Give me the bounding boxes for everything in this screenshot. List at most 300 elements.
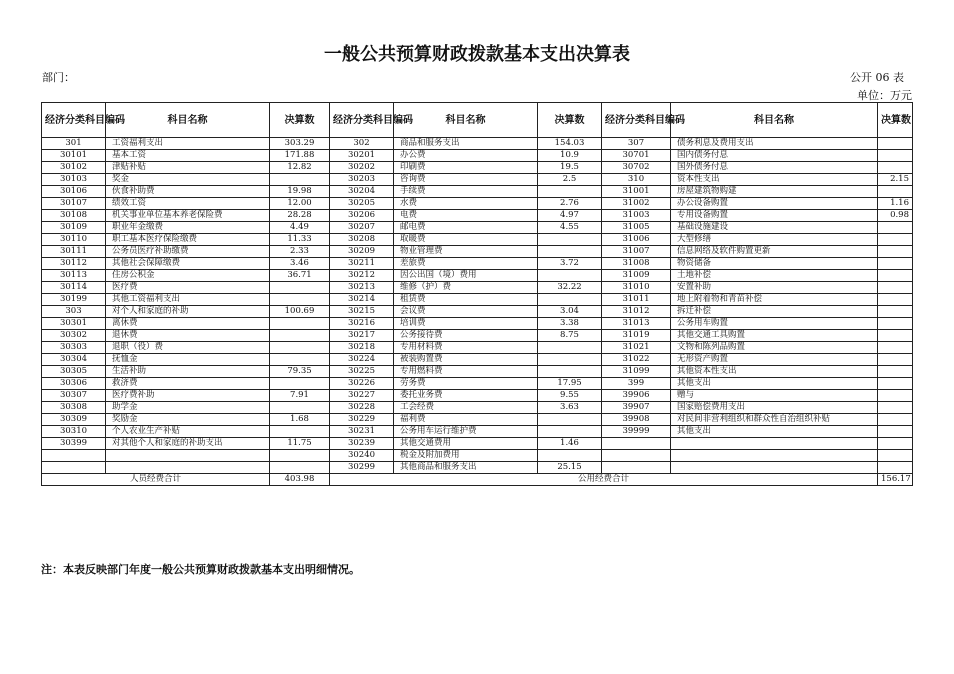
econ-code-cell <box>602 450 671 462</box>
table-row <box>42 462 913 474</box>
amount-cell <box>270 330 330 342</box>
econ-code-cell: 30399 <box>42 438 106 450</box>
item-name-cell: 因公出国（境）费用 <box>394 270 538 282</box>
header-code: 经济分类科目编码 <box>602 103 671 138</box>
item-name-cell: 绩效工资 <box>106 198 270 210</box>
amount-cell <box>538 234 602 246</box>
amount-cell <box>878 462 913 474</box>
amount-cell: 2.33 <box>270 246 330 258</box>
amount-cell <box>270 426 330 438</box>
table-body <box>42 138 913 474</box>
econ-code-cell: 30702 <box>602 162 671 174</box>
econ-code-cell: 30205 <box>330 198 394 210</box>
table-row <box>42 438 913 450</box>
econ-code-cell: 31099 <box>602 366 671 378</box>
amount-cell <box>878 438 913 450</box>
table-row <box>42 138 913 150</box>
expenditure-table <box>41 102 913 486</box>
table-row <box>42 282 913 294</box>
econ-code-cell: 30226 <box>330 378 394 390</box>
amount-cell: 171.88 <box>270 150 330 162</box>
header-amount: 决算数 <box>878 103 913 138</box>
econ-code-cell: 30302 <box>42 330 106 342</box>
item-name-cell: 办公设备购置 <box>671 198 878 210</box>
item-name-cell: 救济费 <box>106 378 270 390</box>
econ-code-cell: 307 <box>602 138 671 150</box>
item-name-cell: 奖金 <box>106 174 270 186</box>
amount-cell <box>878 162 913 174</box>
item-name-cell: 退职（役）费 <box>106 342 270 354</box>
econ-code-cell: 30202 <box>330 162 394 174</box>
item-name-cell: 印刷费 <box>394 162 538 174</box>
personnel-total-value: 403.98 <box>270 474 330 486</box>
totals-row <box>42 474 913 486</box>
table-row <box>42 318 913 330</box>
econ-code-cell: 30203 <box>330 174 394 186</box>
amount-cell: 12.82 <box>270 162 330 174</box>
item-name-cell: 国外债务付息 <box>671 162 878 174</box>
item-name-cell: 工会经费 <box>394 402 538 414</box>
econ-code-cell: 30112 <box>42 258 106 270</box>
item-name-cell: 个人农业生产补贴 <box>106 426 270 438</box>
amount-cell <box>538 414 602 426</box>
amount-cell: 2.15 <box>878 174 913 186</box>
econ-code-cell: 30206 <box>330 210 394 222</box>
amount-cell: 1.16 <box>878 198 913 210</box>
amount-cell <box>878 186 913 198</box>
amount-cell: 1.46 <box>538 438 602 450</box>
header-name: 科目名称 <box>394 103 538 138</box>
econ-code-cell: 30225 <box>330 366 394 378</box>
amount-cell: 12.00 <box>270 198 330 210</box>
econ-code-cell: 30114 <box>42 282 106 294</box>
amount-cell: 154.03 <box>538 138 602 150</box>
item-name-cell: 租赁费 <box>394 294 538 306</box>
item-name-cell: 住房公积金 <box>106 270 270 282</box>
item-name-cell: 医疗费补助 <box>106 390 270 402</box>
item-name-cell: 税金及附加费用 <box>394 450 538 462</box>
table-row <box>42 234 913 246</box>
econ-code-cell: 30308 <box>42 402 106 414</box>
amount-cell: 7.91 <box>270 390 330 402</box>
econ-code-cell: 30306 <box>42 378 106 390</box>
table-row <box>42 162 913 174</box>
amount-cell <box>538 342 602 354</box>
amount-cell <box>878 402 913 414</box>
econ-code-cell: 30239 <box>330 438 394 450</box>
amount-cell <box>270 354 330 366</box>
amount-cell: 32.22 <box>538 282 602 294</box>
amount-cell <box>878 354 913 366</box>
item-name-cell: 工资福利支出 <box>106 138 270 150</box>
item-name-cell: 电费 <box>394 210 538 222</box>
header-name: 科目名称 <box>106 103 270 138</box>
item-name-cell: 大型修缮 <box>671 234 878 246</box>
amount-cell: 19.5 <box>538 162 602 174</box>
item-name-cell: 手续费 <box>394 186 538 198</box>
econ-code-cell: 30309 <box>42 414 106 426</box>
item-name-cell <box>671 450 878 462</box>
item-name-cell: 职工基本医疗保险缴费 <box>106 234 270 246</box>
item-name-cell: 医疗费 <box>106 282 270 294</box>
item-name-cell: 培训费 <box>394 318 538 330</box>
item-name-cell <box>671 438 878 450</box>
amount-cell: 0.98 <box>878 210 913 222</box>
amount-cell: 28.28 <box>270 210 330 222</box>
amount-cell <box>270 402 330 414</box>
amount-cell <box>270 294 330 306</box>
econ-code-cell: 30201 <box>330 150 394 162</box>
amount-cell <box>270 462 330 474</box>
item-name-cell: 拆迁补偿 <box>671 306 878 318</box>
econ-code-cell: 31022 <box>602 354 671 366</box>
item-name-cell <box>106 462 270 474</box>
econ-code-cell <box>602 438 671 450</box>
item-name-cell: 地上附着物和青苗补偿 <box>671 294 878 306</box>
item-name-cell: 对民间非营利组织和群众性自治组织补贴 <box>671 414 878 426</box>
econ-code-cell: 39999 <box>602 426 671 438</box>
item-name-cell: 退休费 <box>106 330 270 342</box>
econ-code-cell: 31012 <box>602 306 671 318</box>
econ-code-cell: 31019 <box>602 330 671 342</box>
item-name-cell: 房屋建筑物购建 <box>671 186 878 198</box>
econ-code-cell: 30304 <box>42 354 106 366</box>
econ-code-cell: 30111 <box>42 246 106 258</box>
table-row <box>42 342 913 354</box>
public-total-value: 156.17 <box>878 474 913 486</box>
header-code: 经济分类科目编码 <box>330 103 394 138</box>
header-code: 经济分类科目编码 <box>42 103 106 138</box>
econ-code-cell: 30207 <box>330 222 394 234</box>
econ-code-cell: 30299 <box>330 462 394 474</box>
amount-cell: 1.68 <box>270 414 330 426</box>
econ-code-cell: 30101 <box>42 150 106 162</box>
item-name-cell: 土地补偿 <box>671 270 878 282</box>
item-name-cell: 取暖费 <box>394 234 538 246</box>
amount-cell <box>538 426 602 438</box>
econ-code-cell: 31008 <box>602 258 671 270</box>
amount-cell <box>538 186 602 198</box>
amount-cell: 3.38 <box>538 318 602 330</box>
item-name-cell: 差旅费 <box>394 258 538 270</box>
item-name-cell: 专用燃料费 <box>394 366 538 378</box>
econ-code-cell: 301 <box>42 138 106 150</box>
amount-cell <box>270 378 330 390</box>
amount-cell <box>878 426 913 438</box>
table-row <box>42 150 913 162</box>
econ-code-cell: 30228 <box>330 402 394 414</box>
econ-code-cell: 30211 <box>330 258 394 270</box>
amount-cell <box>878 270 913 282</box>
item-name-cell: 其他支出 <box>671 378 878 390</box>
amount-cell <box>538 270 602 282</box>
econ-code-cell: 30113 <box>42 270 106 282</box>
econ-code-cell: 30106 <box>42 186 106 198</box>
econ-code-cell: 31021 <box>602 342 671 354</box>
item-name-cell: 安置补助 <box>671 282 878 294</box>
table-row <box>42 174 913 186</box>
item-name-cell: 对其他个人和家庭的补助支出 <box>106 438 270 450</box>
item-name-cell: 奖励金 <box>106 414 270 426</box>
econ-code-cell: 399 <box>602 378 671 390</box>
item-name-cell: 水费 <box>394 198 538 210</box>
amount-cell: 36.71 <box>270 270 330 282</box>
item-name-cell: 公务员医疗补助缴费 <box>106 246 270 258</box>
amount-cell <box>878 294 913 306</box>
econ-code-cell: 310 <box>602 174 671 186</box>
amount-cell <box>878 138 913 150</box>
table-row <box>42 426 913 438</box>
header-row <box>42 103 913 138</box>
item-name-cell: 其他社会保障缴费 <box>106 258 270 270</box>
item-name-cell: 生活补助 <box>106 366 270 378</box>
econ-code-cell: 39906 <box>602 390 671 402</box>
header-amount: 决算数 <box>538 103 602 138</box>
table-row <box>42 246 913 258</box>
amount-cell <box>878 150 913 162</box>
item-name-cell: 机关事业单位基本养老保险费 <box>106 210 270 222</box>
table-row <box>42 390 913 402</box>
header-amount: 决算数 <box>270 103 330 138</box>
item-name-cell: 其他工资福利支出 <box>106 294 270 306</box>
table-row <box>42 294 913 306</box>
econ-code-cell: 30240 <box>330 450 394 462</box>
item-name-cell: 文物和陈列品购置 <box>671 342 878 354</box>
amount-cell: 4.55 <box>538 222 602 234</box>
table-row <box>42 210 913 222</box>
amount-cell: 3.72 <box>538 258 602 270</box>
econ-code-cell: 30103 <box>42 174 106 186</box>
amount-cell <box>270 450 330 462</box>
item-name-cell: 办公费 <box>394 150 538 162</box>
econ-code-cell: 31002 <box>602 198 671 210</box>
amount-cell <box>538 294 602 306</box>
amount-cell: 4.49 <box>270 222 330 234</box>
econ-code-cell: 30110 <box>42 234 106 246</box>
item-name-cell: 国内债务付息 <box>671 150 878 162</box>
table-row <box>42 366 913 378</box>
department-label: 部门： <box>42 71 75 84</box>
item-name-cell: 公务用车运行维护费 <box>394 426 538 438</box>
amount-cell <box>878 234 913 246</box>
item-name-cell <box>671 462 878 474</box>
item-name-cell: 其他支出 <box>671 426 878 438</box>
econ-code-cell: 30218 <box>330 342 394 354</box>
table-row <box>42 186 913 198</box>
item-name-cell: 委托业务费 <box>394 390 538 402</box>
table-row <box>42 222 913 234</box>
item-name-cell: 劳务费 <box>394 378 538 390</box>
table-row <box>42 270 913 282</box>
item-name-cell: 物资储备 <box>671 258 878 270</box>
econ-code-cell: 30231 <box>330 426 394 438</box>
item-name-cell: 公务接待费 <box>394 330 538 342</box>
econ-code-cell <box>42 450 106 462</box>
amount-cell: 8.75 <box>538 330 602 342</box>
amount-cell: 2.5 <box>538 174 602 186</box>
econ-code-cell: 303 <box>42 306 106 318</box>
amount-cell <box>878 306 913 318</box>
amount-cell <box>270 174 330 186</box>
econ-code-cell: 30307 <box>42 390 106 402</box>
item-name-cell: 专用设备购置 <box>671 210 878 222</box>
econ-code-cell: 30209 <box>330 246 394 258</box>
amount-cell: 11.33 <box>270 234 330 246</box>
item-name-cell: 商品和服务支出 <box>394 138 538 150</box>
amount-cell: 3.63 <box>538 402 602 414</box>
econ-code-cell: 30204 <box>330 186 394 198</box>
amount-cell: 3.46 <box>270 258 330 270</box>
amount-cell <box>878 378 913 390</box>
econ-code-cell: 39908 <box>602 414 671 426</box>
amount-cell: 25.15 <box>538 462 602 474</box>
item-name-cell: 抚恤金 <box>106 354 270 366</box>
econ-code-cell: 30215 <box>330 306 394 318</box>
econ-code-cell: 30212 <box>330 270 394 282</box>
amount-cell: 10.9 <box>538 150 602 162</box>
econ-code-cell: 31005 <box>602 222 671 234</box>
item-name-cell: 职业年金缴费 <box>106 222 270 234</box>
item-name-cell: 会议费 <box>394 306 538 318</box>
econ-code-cell: 31013 <box>602 318 671 330</box>
amount-cell: 19.98 <box>270 186 330 198</box>
econ-code-cell <box>602 462 671 474</box>
amount-cell: 17.95 <box>538 378 602 390</box>
header-name: 科目名称 <box>671 103 878 138</box>
amount-cell <box>878 390 913 402</box>
item-name-cell <box>106 450 270 462</box>
econ-code-cell: 302 <box>330 138 394 150</box>
econ-code-cell: 30227 <box>330 390 394 402</box>
econ-code-cell: 30107 <box>42 198 106 210</box>
item-name-cell: 对个人和家庭的补助 <box>106 306 270 318</box>
econ-code-cell: 30213 <box>330 282 394 294</box>
item-name-cell: 其他交通费用 <box>394 438 538 450</box>
item-name-cell: 无形资产购置 <box>671 354 878 366</box>
econ-code-cell: 31010 <box>602 282 671 294</box>
table-row <box>42 330 913 342</box>
econ-code-cell: 30214 <box>330 294 394 306</box>
amount-cell <box>878 246 913 258</box>
econ-code-cell: 30701 <box>602 150 671 162</box>
public-total-label: 公用经费合计 <box>330 474 878 486</box>
item-name-cell: 物业管理费 <box>394 246 538 258</box>
table-row <box>42 378 913 390</box>
amount-cell <box>878 282 913 294</box>
econ-code-cell: 30217 <box>330 330 394 342</box>
item-name-cell: 国家赔偿费用支出 <box>671 402 878 414</box>
econ-code-cell: 30109 <box>42 222 106 234</box>
econ-code-cell: 30199 <box>42 294 106 306</box>
econ-code-cell: 30108 <box>42 210 106 222</box>
table-row <box>42 198 913 210</box>
item-name-cell: 离休费 <box>106 318 270 330</box>
econ-code-cell: 30229 <box>330 414 394 426</box>
item-name-cell: 资本性支出 <box>671 174 878 186</box>
item-name-cell: 其他商品和服务支出 <box>394 462 538 474</box>
table-row <box>42 402 913 414</box>
econ-code-cell: 31011 <box>602 294 671 306</box>
item-name-cell: 福利费 <box>394 414 538 426</box>
amount-cell <box>538 450 602 462</box>
amount-cell <box>538 246 602 258</box>
item-name-cell: 债务利息及费用支出 <box>671 138 878 150</box>
amount-cell <box>878 222 913 234</box>
item-name-cell: 公务用车购置 <box>671 318 878 330</box>
amount-cell <box>538 354 602 366</box>
table-row <box>42 414 913 426</box>
econ-code-cell: 30102 <box>42 162 106 174</box>
amount-cell: 2.76 <box>538 198 602 210</box>
econ-code-cell: 31006 <box>602 234 671 246</box>
amount-cell: 303.29 <box>270 138 330 150</box>
econ-code-cell: 30305 <box>42 366 106 378</box>
table-row <box>42 450 913 462</box>
amount-cell <box>538 366 602 378</box>
personnel-total-label: 人员经费合计 <box>42 474 270 486</box>
item-name-cell: 基础设施建设 <box>671 222 878 234</box>
amount-cell: 79.35 <box>270 366 330 378</box>
amount-cell <box>878 414 913 426</box>
table-row <box>42 258 913 270</box>
item-name-cell: 津贴补贴 <box>106 162 270 174</box>
econ-code-cell: 39907 <box>602 402 671 414</box>
econ-code-cell: 30303 <box>42 342 106 354</box>
amount-cell <box>878 330 913 342</box>
item-name-cell: 基本工资 <box>106 150 270 162</box>
econ-code-cell: 30208 <box>330 234 394 246</box>
amount-cell: 4.97 <box>538 210 602 222</box>
amount-cell <box>270 282 330 294</box>
amount-cell <box>878 366 913 378</box>
econ-code-cell: 30310 <box>42 426 106 438</box>
item-name-cell: 维修（护）费 <box>394 282 538 294</box>
table-number: 公开 06 表 <box>850 71 904 84</box>
footnote: 注：本表反映部门年度一般公共预算财政拨款基本支出明细情况。 <box>41 563 360 576</box>
econ-code-cell: 30216 <box>330 318 394 330</box>
item-name-cell: 邮电费 <box>394 222 538 234</box>
item-name-cell: 其他资本性支出 <box>671 366 878 378</box>
econ-code-cell: 30224 <box>330 354 394 366</box>
amount-cell: 3.04 <box>538 306 602 318</box>
econ-code-cell: 31007 <box>602 246 671 258</box>
amount-cell <box>878 258 913 270</box>
item-name-cell: 赠与 <box>671 390 878 402</box>
amount-cell <box>270 342 330 354</box>
item-name-cell: 助学金 <box>106 402 270 414</box>
amount-cell <box>878 318 913 330</box>
econ-code-cell: 30301 <box>42 318 106 330</box>
econ-code-cell <box>42 462 106 474</box>
item-name-cell: 咨询费 <box>394 174 538 186</box>
amount-cell <box>878 342 913 354</box>
item-name-cell: 信息网络及软件购置更新 <box>671 246 878 258</box>
unit-label: 单位：万元 <box>857 89 912 102</box>
table-row <box>42 306 913 318</box>
item-name-cell: 被装购置费 <box>394 354 538 366</box>
page-title: 一般公共预算财政拨款基本支出决算表 <box>324 44 630 65</box>
econ-code-cell: 31001 <box>602 186 671 198</box>
amount-cell: 9.55 <box>538 390 602 402</box>
item-name-cell: 专用材料费 <box>394 342 538 354</box>
item-name-cell: 伙食补助费 <box>106 186 270 198</box>
item-name-cell: 其他交通工具购置 <box>671 330 878 342</box>
amount-cell: 11.75 <box>270 438 330 450</box>
amount-cell <box>270 318 330 330</box>
table-row <box>42 354 913 366</box>
econ-code-cell: 31009 <box>602 270 671 282</box>
amount-cell <box>878 450 913 462</box>
